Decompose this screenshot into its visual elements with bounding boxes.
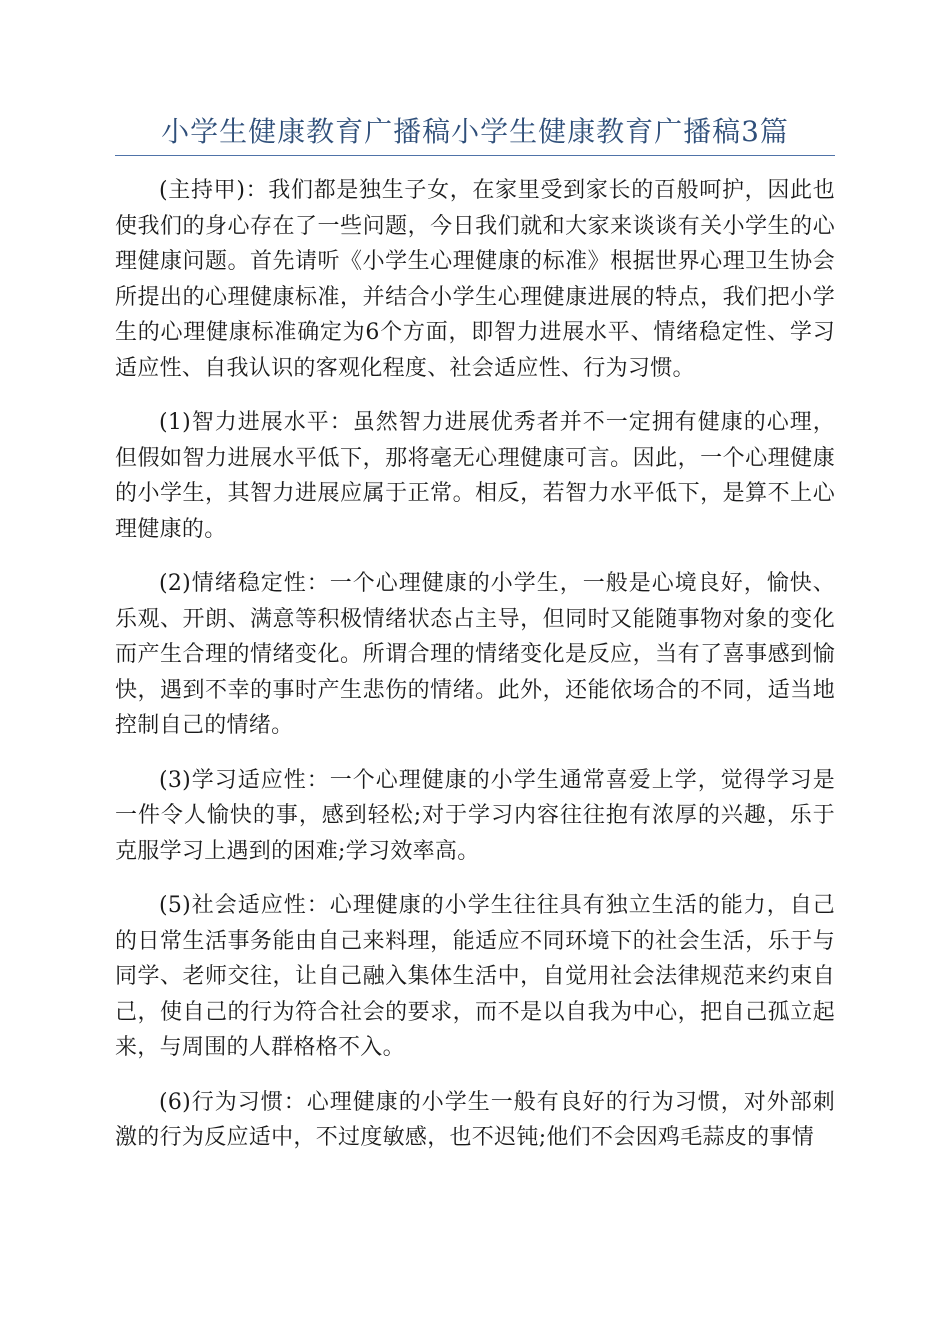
paragraph-learning: (3)学习适应性：一个心理健康的小学生通常喜爱上学，觉得学习是一件令人愉快的事，感到轻松;对于学习内容往往抱有浓厚的兴趣，乐于克服学习上遇到的困难;学习效率高。 — [115, 767, 835, 864]
paragraph-social: (5)社会适应性：心理健康的小学生往往具有独立生活的能力，自己的日常生活事务能由自己来料理，能适应不同环境下的社会生活，乐于与同学、老师交往，让自己融入集体生活中，自觉用社会法律规范来约束自己，使自己的行为符合社会的要求，而不是以自我为中心，把自己孤立起来，与周围的人群格格不入。 — [115, 893, 835, 1060]
document-title: 小学生健康教育广播稿小学生健康教育广播稿3篇 — [161, 115, 789, 148]
paragraph-intro: (主持甲)：我们都是独生子女，在家里受到家长的百般呵护，因此也使我们的身心存在了一些问题，今日我们就和大家来谈谈有关小学生的心理健康问题。首先请听《小学生心理健康的标准》根据世界心理卫生协会所提出的心理健康标准，并结合小学生心理健康进展的特点，我们把小学生的心理健康标准确定为6个方面，即智力进展水平、情绪稳定性、学习适应性、自我认识的客观化程度、社会适应性、行为习惯。 — [115, 178, 835, 381]
title-underline — [115, 155, 835, 156]
paragraph-intellect: (1)智力进展水平：虽然智力进展优秀者并不一定拥有健康的心理，但假如智力进展水平低下，那将毫无心理健康可言。因此，一个心理健康的小学生，其智力进展应属于正常。相反，若智力水平低下，是算不上心理健康的。 — [115, 410, 835, 542]
paragraph-behavior: (6)行为习惯：心理健康的小学生一般有良好的行为习惯，对外部刺激的行为反应适中，不过度敏感，也不迟钝;他们不会因鸡毛蒜皮的事情 — [115, 1089, 835, 1150]
paragraph-emotion: (2)情绪稳定性：一个心理健康的小学生，一般是心境良好，愉快、乐观、开朗、满意等积极情绪状态占主导，但同时又能随事物对象的变化而产生合理的情绪变化。所谓合理的情绪变化是反应，当有了喜事感到愉快，遇到不幸的事时产生悲伤的情绪。此外，还能依场合的不同，适当地控制自己的情绪。 — [115, 571, 835, 738]
document-body — [115, 173, 835, 1175]
